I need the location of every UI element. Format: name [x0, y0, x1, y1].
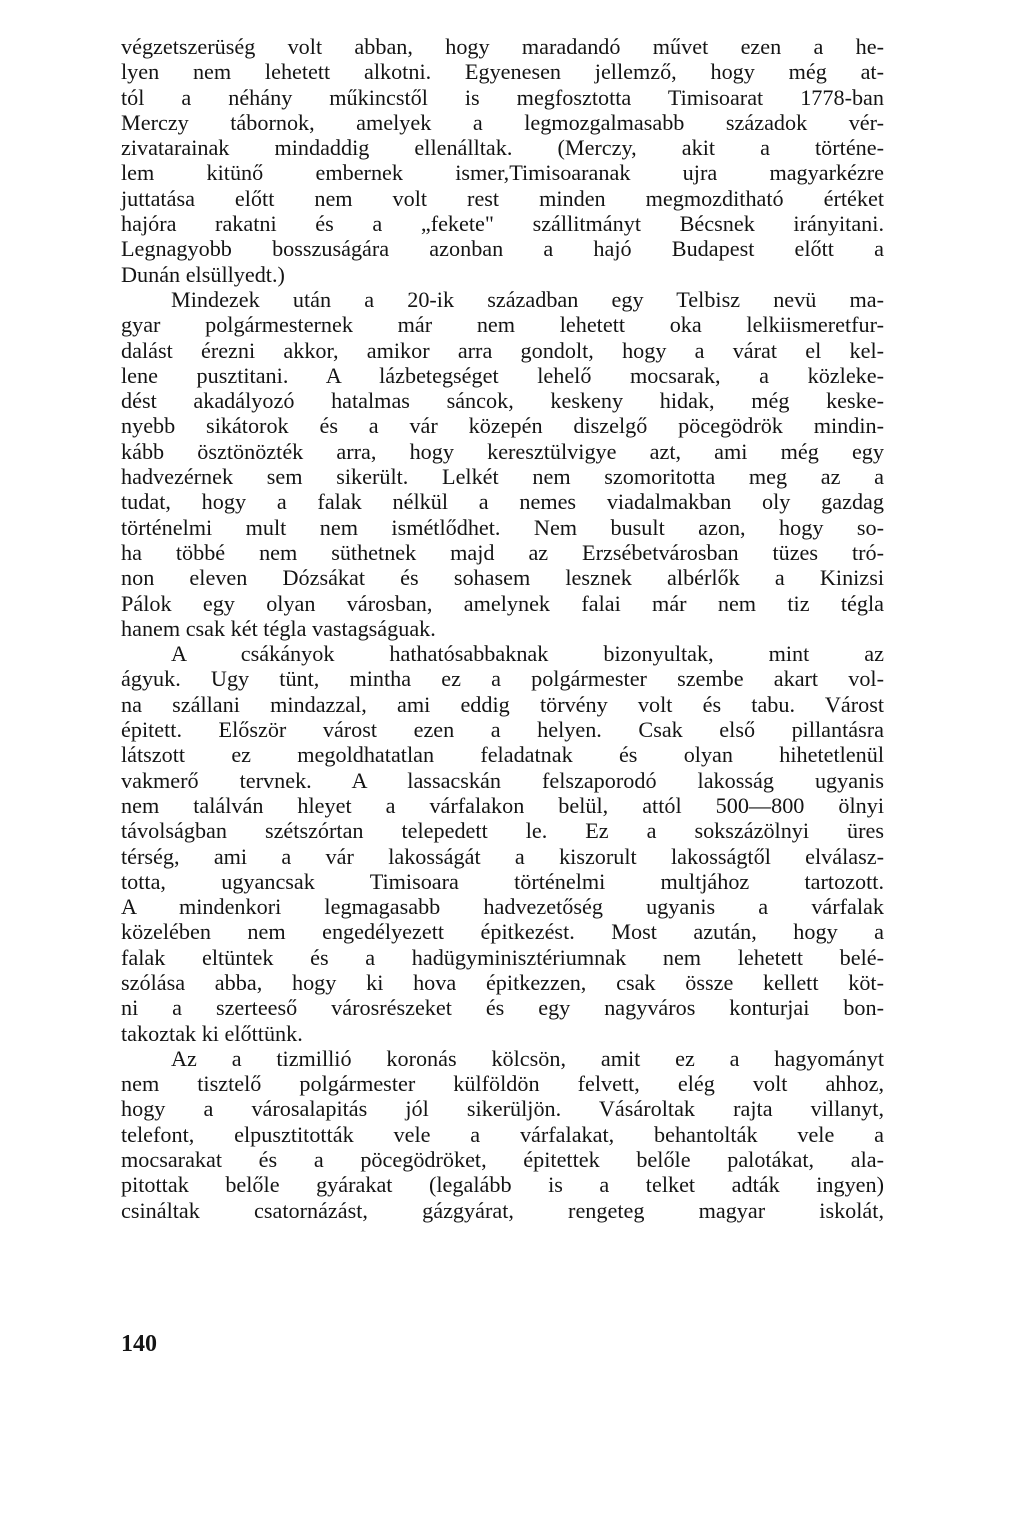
text-line: kább ösztönözték arra, hogy keresztülvigye azt, ami még egy [121, 438, 884, 464]
text-line: A mindenkori legmagasabb hadvezetőség ugyanis a várfalak [121, 894, 884, 920]
body-text [121, 34, 884, 1223]
text-line: dalást érezni akkor, amikor arra gondolt, hogy a várat el kel- [121, 337, 884, 363]
text-line: hajóra rakatni és a „fekete" szállitmányt Bécsnek irányitani. [121, 211, 884, 237]
paragraph-2 [121, 287, 884, 641]
text-line: lem kitünő embernek ismer,Timisoaranak ujra magyarkézre [121, 160, 884, 186]
text-line: juttatása előtt nem volt rest minden megmozditható értéket [121, 185, 884, 211]
text-line: épitett. Először várost ezen a helyen. Csak első pillantásra [121, 717, 884, 743]
text-line: mocsarakat és a pöcegödröket, épitettek belőle palotákat, ala- [121, 1147, 884, 1173]
text-line: lene pusztitani. A lázbetegséget lehelő mocsarak, a közleke- [121, 362, 884, 388]
text-line: ágyuk. Ugy tünt, mintha ez a polgármester szembe akart vol- [121, 666, 884, 692]
text-line: telefont, elpusztitották vele a várfalakat, behantolták vele a [121, 1121, 884, 1147]
text-line: hadvezérnek sem sikerült. Lelkét nem szomoritotta meg az a [121, 464, 884, 490]
text-line: látszott ez megoldhatatlan feladatnak és olyan hihetetlenül [121, 742, 884, 768]
text-line: takoztak ki előttünk. [121, 1020, 303, 1046]
text-line: ha többé nem süthetnek majd az Erzsébetvárosban tüzes tró- [121, 539, 884, 565]
text-line: hogy a városalapitás jól sikerüljön. Vásároltak rajta villanyt, [121, 1096, 884, 1122]
text-line: pitottak belőle gyárakat (legalább is a telket adták ingyen) [121, 1172, 884, 1198]
text-line: Dunán elsüllyedt.) [121, 261, 285, 287]
text-line: tudat, hogy a falak nélkül a nemes viadalmakban oly gazdag [121, 489, 884, 515]
text-line: non eleven Dózsákat és sohasem lesznek albérlők a Kinizsi [121, 565, 884, 591]
text-line: hanem csak két tégla vastagságuak. [121, 615, 436, 641]
text-line: vakmerő tervnek. A lassacskán felszaporodó lakosság ugyanis [121, 767, 884, 793]
paragraph-3 [121, 641, 884, 1046]
text-line: Az a tizmillió koronás kölcsön, amit ez a hagyományt [171, 1045, 884, 1071]
text-line: térség, ami a vár lakosságát a kiszorult lakosságtől elválasz- [121, 843, 884, 869]
text-line: A csákányok hathatósabbaknak bizonyultak, mint az [171, 641, 884, 667]
text-line: szólása abba, hogy ki hova épitkezzen, csak össze kellett köt- [121, 969, 884, 995]
text-line: zivatarainak mindaddig ellenálltak. (Merczy, akit a történe- [121, 135, 884, 161]
text-line: Pálok egy olyan városban, amelynek falai már nem tiz tégla [121, 590, 884, 616]
text-line: falak eltüntek és a hadügyminisztériumnak nem lehetett belé- [121, 944, 884, 970]
text-line: nyebb sikátorok és a vár közepén diszelgő pöcegödrök mindin- [121, 413, 884, 439]
page-number: 140 [121, 1331, 157, 1357]
text-line: dést akadályozó hatalmas sáncok, keskeny hidak, még keske- [121, 388, 884, 414]
paragraph-4 [121, 1046, 884, 1223]
text-line: Mindezek után a 20-ik században egy Telbisz nevü ma- [171, 286, 884, 312]
text-line: totta, ugyancsak Timisoara történelmi multjához tartozott. [121, 868, 884, 894]
text-line: tól a néhány műkincstől is megfosztotta Timisoarat 1778-ban [121, 84, 884, 110]
text-line: nem találván hleyet a várfalakon belül, attól 500—800 ölnyi [121, 792, 884, 818]
text-line: Legnagyobb bosszuságára azonban a hajó Budapest előtt a [121, 236, 884, 262]
text-line: na szállani mindazzal, ami eddig törvény volt és tabu. Várost [121, 691, 884, 717]
text-line: Merczy tábornok, amelyek a legmozgalmasabb századok vér- [121, 109, 884, 135]
paragraph-1 [121, 34, 884, 287]
text-line: végzetszerüség volt abban, hogy maradandó művet ezen a he- [121, 34, 884, 59]
text-line: történelmi mult nem ismétlődhet. Nem busult azon, hogy so- [121, 514, 884, 540]
text-line: lyen nem lehetett alkotni. Egyenesen jellemző, hogy még at- [121, 59, 884, 85]
text-line: ni a szerteeső városrészeket és egy nagyváros konturjai bon- [121, 995, 884, 1021]
text-line: gyar polgármesternek már nem lehetett oka lelkiismeretfur- [121, 312, 884, 338]
text-line: csináltak csatornázást, gázgyárat, rengeteg magyar iskolát, [121, 1197, 884, 1223]
text-line: nem tisztelő polgármester külföldön felvett, elég volt ahhoz, [121, 1071, 884, 1097]
text-line: közelében nem engedélyezett épitkezést. Most azután, hogy a [121, 919, 884, 945]
text-line: távolságban szétszórtan telepedett le. Ez a sokszázölnyi üres [121, 818, 884, 844]
